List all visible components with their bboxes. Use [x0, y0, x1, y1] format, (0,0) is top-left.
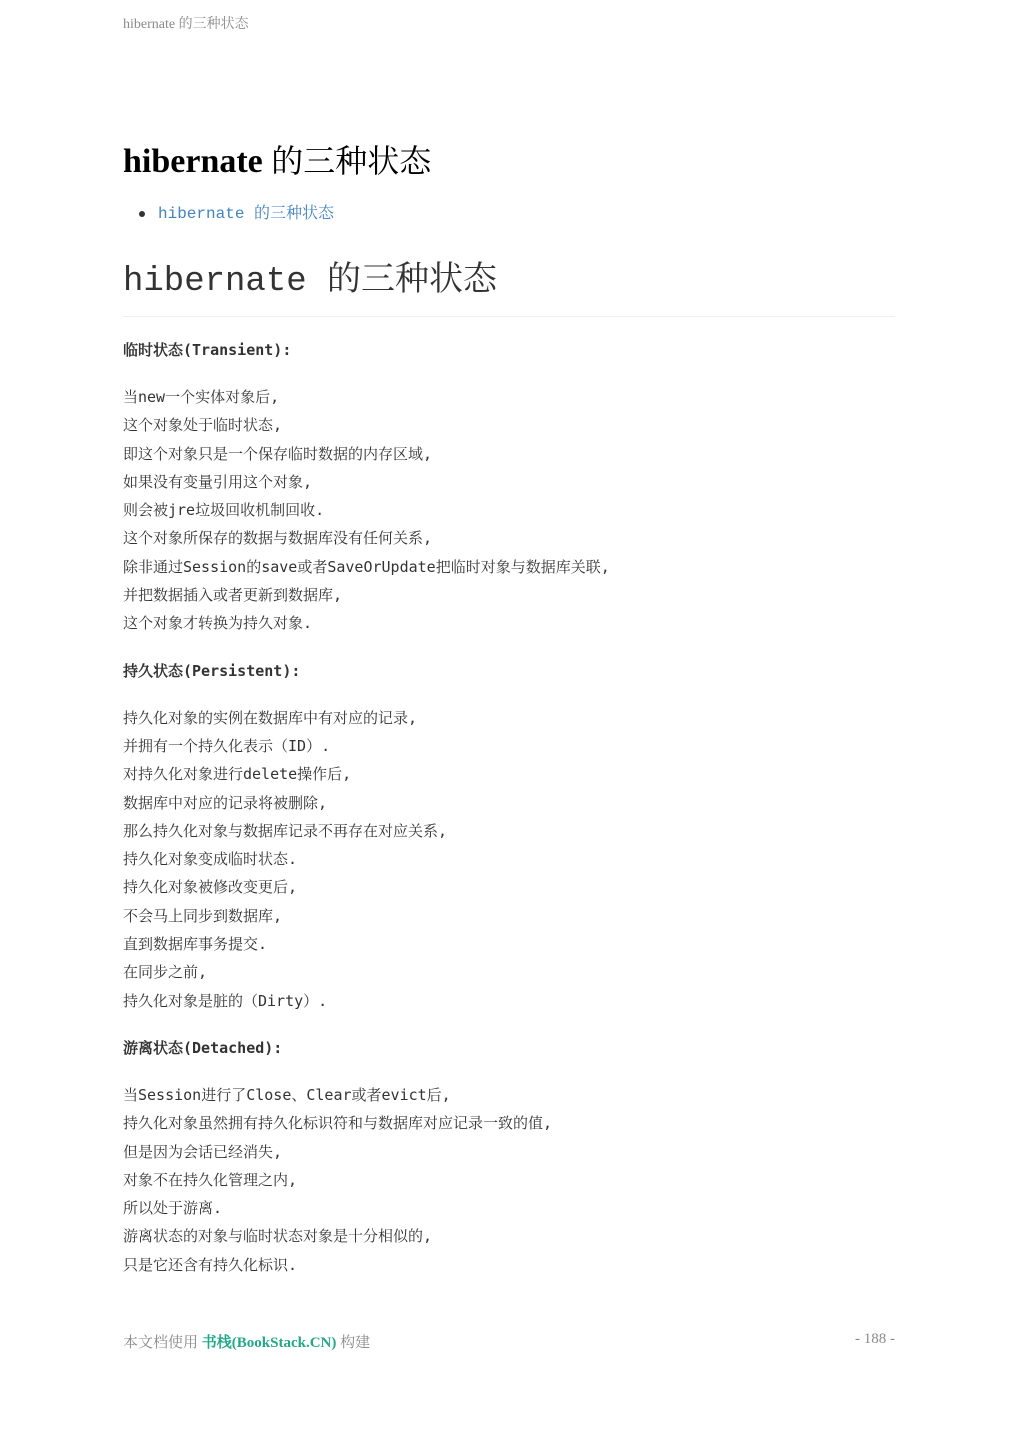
- paragraph-detached: [123, 1081, 895, 1279]
- text-line: 持久化对象的实例在数据库中有对应的记录,: [123, 708, 418, 727]
- text-line: 当new一个实体对象后,: [123, 388, 280, 406]
- section-label-persistent: 持久状态(Persistent):: [123, 661, 301, 680]
- text-line: 除非通过Session的save或者SaveOrUpdate把临时对象与数据库关联,: [123, 557, 610, 576]
- page-title: [123, 140, 431, 183]
- text-line: 即这个对象只是一个保存临时数据的内存区域,: [123, 444, 433, 463]
- document-body: [123, 337, 895, 1299]
- page-number: - 188 -: [855, 1331, 895, 1347]
- toc-link[interactable]: hibernate 的三种状态: [158, 205, 335, 223]
- text-line: 持久化对象变成临时状态.: [123, 850, 298, 869]
- bullet-icon: [139, 211, 145, 217]
- text-line: 这个对象所保存的数据与数据库没有任何关系,: [123, 529, 433, 548]
- text-line: 这个对象才转换为持久对象.: [123, 614, 313, 633]
- running-header: hibernate 的三种状态: [123, 17, 249, 32]
- text-line: 那么持久化对象与数据库记录不再存在对应关系,: [123, 821, 448, 840]
- table-of-contents: [123, 202, 334, 226]
- text-line: 游离状态的对象与临时状态对象是十分相似的,: [123, 1227, 433, 1246]
- page-title-cjk: 的三种状态: [271, 142, 432, 180]
- text-line: 持久化对象虽然拥有持久化标识符和与数据库对应记录一致的值,: [123, 1114, 553, 1133]
- paragraph-transient: [123, 383, 895, 638]
- page-footer: [123, 1331, 895, 1352]
- page-title-latin: hibernate: [123, 143, 263, 180]
- section-heading: hibernate 的三种状态: [123, 260, 895, 317]
- text-line: 只是它还含有持久化标识.: [123, 1255, 298, 1274]
- toc-item: [123, 202, 334, 226]
- text-line: 不会马上同步到数据库,: [123, 906, 283, 925]
- footer-prefix: 本文档使用: [123, 1335, 202, 1351]
- text-line: 持久化对象被修改变更后,: [123, 878, 298, 897]
- text-line: 当Session进行了Close、Clear或者evict后,: [123, 1085, 451, 1104]
- text-line: 持久化对象是脏的（Dirty）.: [123, 991, 328, 1010]
- footer-brand-link[interactable]: 书栈(BookStack.CN): [201, 1335, 337, 1351]
- section-label-transient: 临时状态(Transient):: [123, 341, 292, 359]
- text-line: 则会被jre垃圾回收机制回收.: [123, 501, 325, 520]
- text-line: 这个对象处于临时状态,: [123, 416, 283, 435]
- text-line: 在同步之前,: [123, 963, 208, 982]
- paragraph-persistent: [123, 704, 895, 1015]
- text-line: 直到数据库事务提交.: [123, 935, 268, 954]
- text-line: 数据库中对应的记录将被删除,: [123, 793, 328, 812]
- text-line: 并拥有一个持久化表示（ID）.: [123, 736, 331, 755]
- text-line: 对象不在持久化管理之内,: [123, 1170, 298, 1189]
- text-line: 但是因为会话已经消失,: [123, 1142, 283, 1161]
- section-label-detached: 游离状态(Detached):: [123, 1038, 283, 1057]
- text-line: 并把数据插入或者更新到数据库,: [123, 586, 343, 605]
- text-line: 对持久化对象进行delete操作后,: [123, 765, 352, 784]
- text-line: 如果没有变量引用这个对象,: [123, 472, 313, 491]
- text-line: 所以处于游离.: [123, 1199, 223, 1218]
- footer-suffix: 构建: [336, 1335, 371, 1351]
